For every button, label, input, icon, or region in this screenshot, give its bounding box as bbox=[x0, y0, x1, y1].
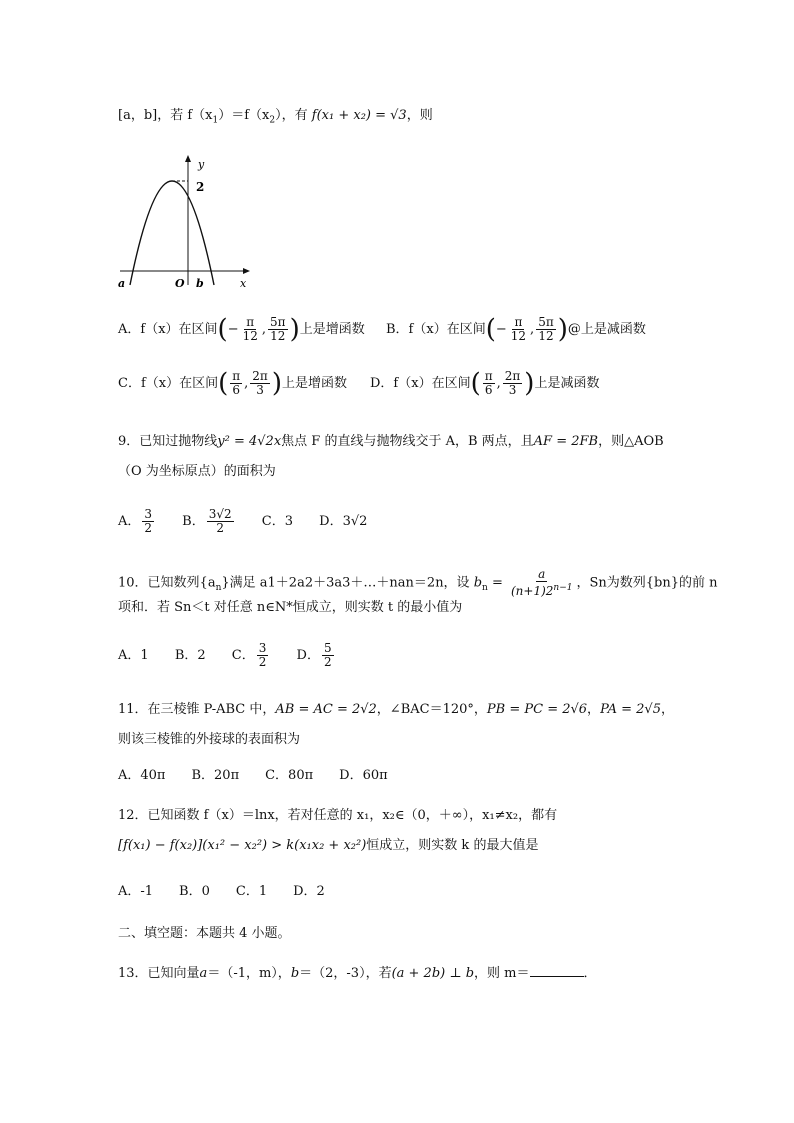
label-y: y bbox=[198, 158, 205, 171]
q12-options: A．-1 B．0 C．1 D．2 bbox=[118, 884, 325, 899]
intro-text-b: ）＝f（x bbox=[218, 108, 270, 123]
frac-den: 3 bbox=[508, 383, 517, 397]
label-o: O bbox=[175, 277, 185, 290]
y-axis-arrow bbox=[185, 155, 191, 162]
q9-opt-b: B． bbox=[182, 514, 205, 529]
q10-line2-a: 项和．若 S bbox=[118, 600, 184, 615]
q10-line2-b: n＜t 对任意 n∈N*恒成立，则实数 t 的最小值为 bbox=[183, 600, 463, 615]
frac-num: π bbox=[484, 369, 493, 383]
q8-option-c: C．f（x）在区间( $\frac{\pi}{6}$ , $\frac{2\pi}{3}$ )上是增函数 bbox=[118, 368, 347, 399]
q9-line2: （O 为坐标原点）的面积为 bbox=[118, 464, 276, 479]
q10-text-e: 3＋…＋na bbox=[342, 575, 406, 591]
frac bbox=[207, 508, 234, 535]
q11-options: A．40π B．20π C．80π D．60π bbox=[118, 768, 388, 783]
frac bbox=[257, 642, 269, 669]
frac bbox=[536, 316, 556, 343]
frac-den: 6 bbox=[484, 383, 493, 397]
q9-options bbox=[118, 508, 367, 535]
q11-eq1: AB = AC = 2√2 bbox=[275, 702, 377, 717]
label-two: 2 bbox=[196, 180, 205, 194]
frac-num: 2π bbox=[252, 369, 268, 383]
q13-text-c: ＝（2，-3），若 bbox=[299, 966, 392, 981]
q10-text-j: n}的前 n bbox=[662, 575, 718, 591]
q9-text-b: 焦点 F 的直线与抛物线交于 A，B 两点，且 bbox=[281, 434, 534, 449]
frac-den: 12 bbox=[270, 329, 286, 343]
q13-text-a: 13．已知向量 bbox=[118, 966, 200, 981]
q8-a-prefix: A．f（x）在区间 bbox=[118, 322, 218, 337]
q10-opt-c: C． bbox=[231, 648, 255, 663]
q8-option-a: A．f（x）在区间(− $\frac{\pi}{12}$ , $\frac{5\pi}{12}$ )上是增函数 bbox=[118, 314, 365, 345]
frac bbox=[241, 316, 260, 343]
q10-text-b: }满足 a bbox=[221, 575, 268, 591]
intro-sub1: 1 bbox=[212, 115, 219, 126]
q8-option-d: D．f（x）在区间( $\frac{\pi}{6}$ , $\frac{2\pi}{3}$ )上是减函数 bbox=[370, 368, 600, 399]
frac-den: 2 bbox=[144, 521, 153, 535]
q9-parabola-eq: y² = 4√2x bbox=[217, 434, 282, 449]
frac-num: 3 bbox=[144, 507, 153, 521]
q10-line2 bbox=[118, 598, 462, 618]
frac-num: π bbox=[514, 315, 523, 329]
frac-num: 3 bbox=[258, 641, 267, 655]
q8-a-suffix: 上是增函数 bbox=[299, 322, 365, 337]
paren-close: ) bbox=[557, 314, 568, 345]
q10-bn-sub: n bbox=[482, 583, 488, 594]
q8-d-suffix: 上是减函数 bbox=[534, 376, 600, 391]
q8-b-prefix: B．f（x）在区间 bbox=[386, 322, 486, 337]
paren-open: ( bbox=[485, 314, 496, 345]
frac bbox=[250, 370, 270, 397]
q8-c-suffix: 上是增函数 bbox=[281, 376, 347, 391]
q11-text-c: ， bbox=[587, 702, 601, 717]
frac-num: a bbox=[538, 567, 546, 581]
frac-den: 3 bbox=[256, 383, 264, 397]
q10-text-d: 2＋3a bbox=[304, 575, 343, 591]
q8-option-b: B．f（x）在区间(− $\frac{\pi}{12}$ , $\frac{5\pi}{12}$ )@上是减函数 bbox=[386, 314, 646, 345]
frac-num: 2π bbox=[504, 369, 521, 383]
label-b: b bbox=[196, 277, 204, 290]
frac-num: 5π bbox=[538, 315, 554, 329]
frac-den bbox=[509, 582, 575, 598]
intro-text-a: [a，b]，若 f（x bbox=[118, 108, 213, 123]
q10-text-f: n＝2 bbox=[405, 575, 436, 591]
intro-formula: f(x₁ + x₂) = √3 bbox=[311, 108, 407, 123]
frac bbox=[230, 370, 242, 397]
frac-den: 2 bbox=[258, 655, 267, 669]
paren-open: ( bbox=[470, 368, 481, 399]
q12-inequality: [f(x₁) − f(x₂)](x₁² − x₂²) > k(x₁x₂ + x₂²) bbox=[118, 838, 367, 853]
q12-line1: 12．已知函数 f（x）＝lnx，若对任意的 x₁，x₂∈（0，＋∞），x₁≠x₂，都有 bbox=[118, 808, 558, 823]
intro-sub2: 2 bbox=[269, 115, 276, 126]
paren-close: ) bbox=[271, 368, 282, 399]
q13-text-b: ＝（-1，m）， bbox=[207, 966, 291, 981]
q11-eq2: PB = PC = 2√6 bbox=[486, 702, 588, 717]
q9-opt-c: C．3 bbox=[261, 514, 294, 529]
q11-text-d: ， bbox=[661, 702, 675, 717]
q10-text-g: n，设 bbox=[435, 575, 470, 591]
section-title: 二、填空题：本题共 4 小题。 bbox=[118, 926, 291, 941]
paren-close: ) bbox=[524, 368, 535, 399]
intro-text-c: ），有 bbox=[275, 108, 308, 123]
frac bbox=[509, 568, 575, 598]
q10-text-a: 10．已知数列{a bbox=[118, 575, 216, 591]
frac bbox=[268, 316, 288, 343]
frac bbox=[142, 508, 154, 535]
paren-close: ) bbox=[289, 314, 300, 345]
frac-den: 6 bbox=[232, 383, 241, 397]
q13-condition: (a + 2b) ⊥ b bbox=[391, 966, 475, 981]
q10-line1: 10．已知数列$\{a_n\}$满足 a1＋2a2＋3a3＋…＋nan＝2n，设 $b_n$ = $\frac{a}{(n+1)2^{n-1}}$ ，Sn为数列{bn}的前 n bbox=[118, 567, 718, 598]
q13-vec-a: a bbox=[199, 966, 208, 981]
q10-den-text: (n+1)2 bbox=[511, 584, 554, 598]
q10-opt-a: A．1 bbox=[118, 648, 149, 663]
q13-vec-b: b bbox=[290, 966, 300, 981]
frac-num: 5 bbox=[323, 641, 332, 655]
q8-c-prefix: C．f（x）在区间 bbox=[118, 376, 219, 391]
frac-den: 12 bbox=[242, 329, 258, 343]
q11-line1 bbox=[118, 700, 674, 720]
label-a: a bbox=[118, 277, 126, 290]
paren-open: ( bbox=[217, 314, 228, 345]
neg-sign: − bbox=[227, 322, 239, 337]
intro-line bbox=[118, 106, 433, 131]
frac-num: 3√2 bbox=[208, 507, 232, 521]
q10-text-c: 1＋2a bbox=[267, 575, 305, 591]
frac-num: 5π bbox=[270, 315, 286, 329]
frac-num: π bbox=[232, 369, 241, 383]
q13-line bbox=[118, 964, 597, 984]
frac bbox=[322, 642, 334, 669]
q11-line2: 则该三棱锥的外接球的表面积为 bbox=[118, 732, 301, 747]
q12-line2 bbox=[118, 836, 538, 856]
q8-d-prefix: D．f（x）在区间 bbox=[370, 376, 471, 391]
q13-end: ． bbox=[583, 966, 597, 981]
q9-opt-d: D．3√2 bbox=[319, 514, 368, 529]
paren-open: ( bbox=[218, 368, 229, 399]
q9-opt-a: A． bbox=[118, 514, 141, 529]
frac bbox=[509, 316, 528, 343]
q9-text-a: 9．已知过抛物线 bbox=[118, 434, 218, 449]
parabola-graph bbox=[110, 150, 260, 295]
q9-text-c: ，则△AOB bbox=[598, 434, 664, 449]
answer-blank[interactable] bbox=[530, 964, 584, 977]
label-x: x bbox=[240, 277, 247, 290]
q10-den-exp: n−1 bbox=[553, 583, 573, 593]
frac-den: 12 bbox=[538, 329, 554, 343]
q10-text-i: n为数列{b bbox=[598, 575, 663, 591]
frac bbox=[483, 370, 495, 397]
q9-line1 bbox=[118, 432, 664, 452]
q11-text-b: ，∠BAC＝120°， bbox=[376, 702, 487, 717]
q8-b-suffix: @上是减函数 bbox=[567, 322, 646, 337]
q11-text-a: 11．在三棱锥 P-ABC 中， bbox=[118, 702, 276, 717]
parabola-curve bbox=[130, 181, 214, 285]
frac-den: 12 bbox=[510, 329, 527, 343]
q13-text-d: ，则 m＝ bbox=[474, 966, 530, 981]
q9-vector-eq: AF = 2FB bbox=[533, 434, 599, 449]
q12-text-b: 恒成立，则实数 k 的最大值是 bbox=[366, 838, 539, 853]
frac-num: π bbox=[246, 315, 255, 329]
intro-tail: ，则 bbox=[406, 108, 433, 123]
q11-eq3: PA = 2√5 bbox=[600, 702, 661, 717]
q10-options bbox=[118, 642, 336, 669]
q10-opt-b: B．2 bbox=[174, 648, 206, 663]
q10-sub-n: n bbox=[215, 583, 222, 594]
x-axis-arrow bbox=[243, 268, 250, 274]
neg-sign: − bbox=[495, 322, 507, 337]
q10-bn: b bbox=[473, 575, 483, 591]
frac-den: 2 bbox=[216, 521, 225, 535]
frac bbox=[503, 370, 523, 397]
frac-den: 2 bbox=[323, 655, 332, 669]
q10-text-h: ，S bbox=[576, 575, 599, 591]
q10-opt-d: D． bbox=[296, 648, 320, 663]
